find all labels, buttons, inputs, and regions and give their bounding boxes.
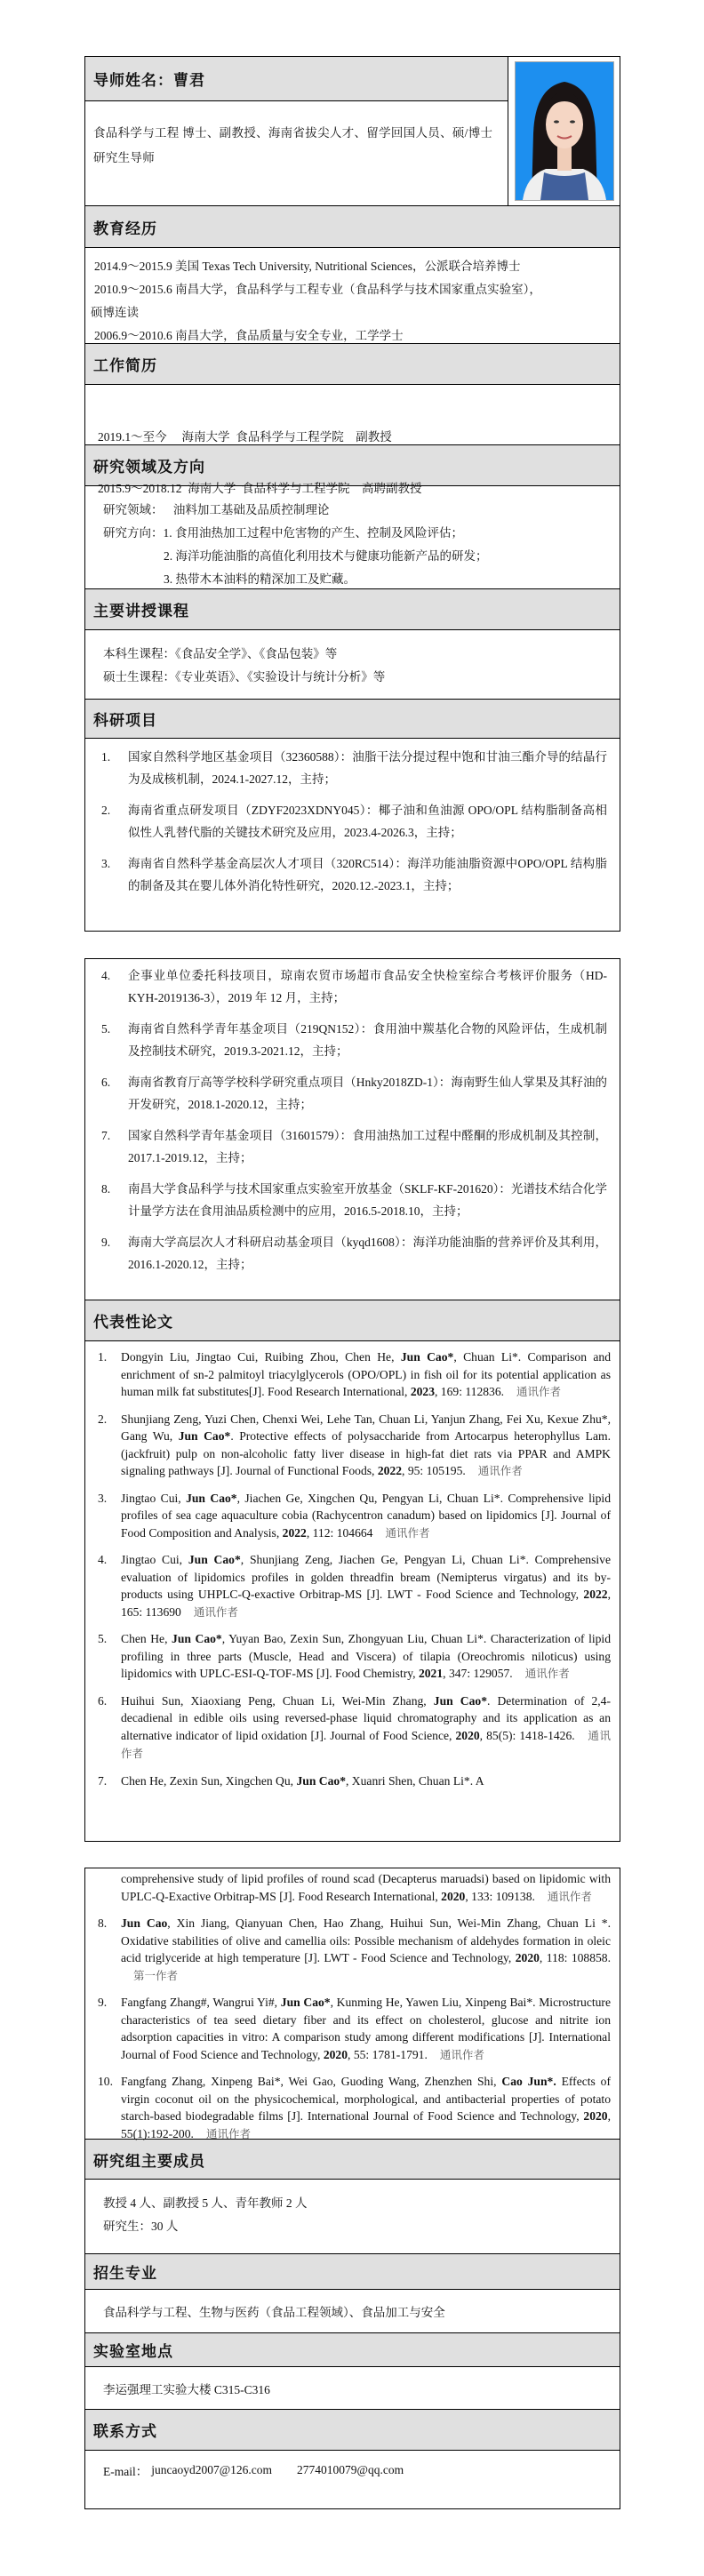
project-text: 国家自然科学地区基金项目（32360588）：油脂干法分提过程中饱和甘油三酯介导的结晶行为及成核机制，2024.1-2027.12，主持； bbox=[128, 750, 607, 786]
paper-bold: Cao Jun*. bbox=[501, 2075, 556, 2088]
paper-post: , 133: 109138. bbox=[465, 1889, 535, 1903]
project-text: 国家自然科学青年基金项目（31601579）：食用油热加工过程中醛酮的形成机制及其控制，2017.1-2019.12，主持； bbox=[128, 1129, 607, 1164]
paper-bold: Jun Cao* bbox=[188, 1553, 241, 1566]
paper-item bbox=[94, 1692, 611, 1764]
section-contact-body bbox=[85, 2451, 620, 2490]
section-majors-title: 招生专业 bbox=[85, 2254, 620, 2290]
section-members-body bbox=[85, 2180, 620, 2254]
project-item bbox=[96, 964, 609, 1009]
paper-post: , 347: 129057. bbox=[443, 1667, 513, 1680]
projects-list-part-1 bbox=[85, 739, 620, 911]
paper-year: 2023 bbox=[410, 1385, 435, 1398]
paper-post: , 165: 113690 bbox=[121, 1588, 611, 1619]
paper-post: , 55(1):192-200. bbox=[121, 2109, 611, 2140]
email-link-126[interactable]: juncaoyd2007@126.com bbox=[151, 2463, 273, 2476]
paper-citation bbox=[121, 1348, 611, 1402]
paper-mid: , Chuan Li*. Comparison and enrichment of sn-2 palmitoyl triacylglycerols (OPO/OPL) in fish oil for its potential application as human milk fat substitutes[J]. Food Research International, bbox=[121, 1350, 611, 1398]
author-role-label: 通讯作者 bbox=[205, 2127, 251, 2140]
members-line: 教授 4 人、副教授 5 人、青年教师 2 人 bbox=[103, 2196, 308, 2210]
paper-mid: . Determination of 2,4-decadienal in edible oils using reversed-phase liquid chromatography and its application as an alternative indicator of lipid oxidation [J]. Journal of Food Science, bbox=[121, 1693, 612, 1742]
paper-year: 2022 bbox=[583, 1588, 608, 1601]
paper-item bbox=[94, 1551, 611, 1621]
paper-mid: Effects of virgin coconut oil on the physicochemical, morphological, and antibacterial properties of potato starch-based biodegradable films [J]. International Journal of Food Science and Technology, bbox=[121, 2075, 612, 2123]
paper-pre: Jingtao Cui, bbox=[121, 1491, 187, 1505]
project-number: 2. bbox=[101, 804, 111, 817]
portrait-photo bbox=[515, 61, 614, 201]
project-text: 海南省自然科学青年基金项目（219QN152）：食用油中羰基化合物的风险评估，生成机制及控制技术研究，2019.3-2021.12，主持； bbox=[128, 1022, 607, 1058]
paper-post: , 118: 108858. bbox=[539, 1951, 611, 1964]
education-line: 2014.9～2015.9 美国 Texas Tech University, Nutritional Sciences，公派联合培养博士 bbox=[94, 260, 521, 273]
paper-number: 10. bbox=[98, 2075, 113, 2088]
paper-year: 2021 bbox=[418, 1667, 444, 1680]
course-line: 硕士生课程：《专业英语》、《实验设计与统计分析》等 bbox=[103, 670, 386, 684]
project-text: 海南省教育厅高等学校科学研究重点项目（Hnky2018ZD-1）：海南野生仙人掌果及其籽油的开发研究，2018.1-2020.12，主持； bbox=[128, 1076, 607, 1111]
research-field-row bbox=[103, 499, 602, 522]
paper-post: , 169: 112836. bbox=[435, 1385, 505, 1398]
paper-number: 2. bbox=[98, 1412, 108, 1426]
section-research-title: 研究领域及方向 bbox=[85, 445, 620, 486]
author-role-label: 通讯作者 bbox=[385, 1526, 430, 1540]
research-direction-row bbox=[103, 522, 602, 545]
paper-citation bbox=[121, 1870, 611, 1906]
paper-item bbox=[94, 2073, 611, 2143]
projects-list-part-2 bbox=[85, 959, 620, 1300]
project-number: 4. bbox=[101, 969, 111, 982]
paper-number: 7. bbox=[98, 1773, 108, 1788]
project-text: 海南省自然科学基金高层次人才项目（320RC514）：海洋功能油脂资源中OPO/OPL 结构脂的制备及其在婴儿体外消化特性研究，2020.12.-2023.1，主持； bbox=[128, 857, 607, 892]
paper-number: 4. bbox=[98, 1553, 108, 1566]
project-item bbox=[96, 1231, 609, 1276]
education-line: 硕博连读 bbox=[91, 306, 139, 319]
author-role-label: 通讯作者 bbox=[516, 1386, 562, 1398]
section-courses-title: 主要讲授课程 bbox=[85, 589, 620, 630]
research-direction-label: 研究方向： bbox=[103, 526, 164, 540]
paper-bold: Jun Cao* bbox=[400, 1350, 454, 1364]
photo-cell bbox=[508, 57, 620, 205]
project-text: 海南省重点研发项目（ZDYF2023XDNY045）：椰子油和鱼油源 OPO/OPL 结构脂制备高相似性人乳替代脂的关键技术研究及应用，2023.4-2026.3，主持； bbox=[128, 804, 607, 839]
paper-year: 2020 bbox=[455, 1728, 480, 1742]
education-line: 2006.9～2010.6 南昌大学，食品质量与安全专业，工学学士 bbox=[94, 329, 404, 342]
research-field-value: 油料加工基础及品质控制理论 bbox=[172, 503, 330, 516]
paper-item bbox=[94, 1490, 611, 1543]
paper-number: 6. bbox=[98, 1693, 108, 1708]
paper-pre: Dongyin Liu, Jingtao Cui, Ruibing Zhou, Chen He, bbox=[121, 1350, 401, 1364]
author-role-label: 通讯作者 bbox=[524, 1668, 570, 1680]
paper-mid: , Yuyan Bao, Zexin Sun, Zhongyuan Liu, Chuan Li*. Characterization of lipid profiling in three parts (Muscle, Head and Viscera) of tilapia (Oreochromis niloticus) using lipidomics with UPLC-ESI-Q-TOF-MS [J]. Food Chemistry, bbox=[121, 1632, 611, 1680]
project-item bbox=[96, 1071, 609, 1116]
project-item bbox=[96, 799, 609, 844]
section-education-body bbox=[85, 248, 620, 344]
paper-bold: Jun Cao* bbox=[433, 1693, 487, 1708]
paper-year: 2022 bbox=[282, 1525, 307, 1540]
header-left bbox=[85, 57, 508, 205]
members-line: 研究生：30 人 bbox=[103, 2220, 179, 2233]
paper-item bbox=[94, 1915, 611, 1985]
papers-list-part-2 bbox=[85, 1868, 620, 2140]
paper-citation bbox=[121, 1551, 611, 1621]
education-line: 2010.9～2015.6 南昌大学，食品科学与工程专业（食品科学与技术国家重点实验室）， bbox=[94, 283, 541, 296]
section-lab-title: 实验室地点 bbox=[85, 2333, 620, 2367]
paper-pre: comprehensive study of lipid profiles of round scad (Decapterus maruadsi) based on lipidomic with UPLC-Q-Exactive Orbitrap-MS [J]. Food Research International, bbox=[121, 1872, 611, 1903]
paper-pre: Fangfang Zhang#, Wangrui Yi#, bbox=[121, 1996, 281, 2009]
research-direction-item: 1. 食用油热加工过程中危害物的产生、控制及风险评估； bbox=[163, 526, 463, 540]
paper-item bbox=[94, 1630, 611, 1684]
paper-pre: Shunjiang Zeng, Yuzi Chen, Chenxi Wei, Lehe Tan, Chuan Li, Yanjun Zhang, Fei Xu, Kexue Zhu*, Gang Wu, bbox=[121, 1412, 611, 1443]
course-line: 本科生课程：《食品安全学》、《食品包装》等 bbox=[103, 647, 338, 660]
majors-text: 食品科学与工程、生物与医药（食品工程领域）、食品加工与安全 bbox=[103, 2306, 445, 2319]
paper-item bbox=[94, 1994, 611, 2064]
section-education-title: 教育经历 bbox=[85, 206, 620, 248]
portrait-illustration bbox=[516, 62, 613, 200]
paper-citation bbox=[121, 1490, 611, 1543]
paper-mid: . Protective effects of polysaccharide from Artocarpus heterophyllus Lam. (jackfruit) pulp on non-alcoholic fatty liver disease in high-fat diet rats via PPAR and AMPK signaling pathways [J]. Journal of Functional Foods, bbox=[121, 1429, 611, 1477]
project-item bbox=[96, 1124, 609, 1169]
paper-year: 2022 bbox=[377, 1464, 403, 1477]
project-number: 7. bbox=[101, 1129, 111, 1142]
author-role-label: 通讯作者 bbox=[477, 1465, 523, 1477]
paper-post: , 55: 1781-1791. bbox=[348, 2047, 428, 2061]
paper-mid: , Xuanri Shen, Chuan Li*. A bbox=[346, 1773, 484, 1788]
papers-list-part-1 bbox=[85, 1341, 620, 1793]
paper-pre: Fangfang Zhang, Xinpeng Bai*, Wei Gao, Guoding Wang, Zhenzhen Shi, bbox=[121, 2075, 502, 2088]
paper-bold: Jun Cao bbox=[121, 1916, 168, 1930]
paper-item bbox=[94, 1772, 611, 1790]
supervisor-intro: 食品科学与工程 博士、副教授、海南省拔尖人才、留学回国人员、硕/博士研究生导师 bbox=[93, 126, 493, 164]
paper-citation bbox=[121, 1915, 611, 1985]
header-row bbox=[85, 57, 620, 206]
paper-mid: , Shunjiang Zeng, Jiachen Ge, Pengyan Li, Chuan Li*. Comprehensive evaluation of lipidomics profiles in golden threadfin bream (Nemipterus virgatus) and its by-products using UHPLC-Q-exactive Orbitrap-MS [J]. LWT - Food Science and Technology, bbox=[121, 1553, 611, 1601]
project-item bbox=[96, 1178, 609, 1222]
project-item bbox=[96, 746, 609, 790]
work-line: 2015.9～2018.12 海南大学 食品科学与工程学院 高聘副教授 bbox=[98, 482, 422, 495]
supervisor-name: 导师姓名：曹君 bbox=[85, 57, 508, 101]
paper-citation bbox=[121, 1692, 611, 1764]
profile-box-1 bbox=[84, 56, 620, 932]
section-projects-title: 科研项目 bbox=[85, 700, 620, 739]
paper-pre: Huihui Sun, Xiaoxiang Peng, Chuan Li, Wei-Min Zhang, bbox=[121, 1693, 434, 1708]
paper-number: 1. bbox=[98, 1350, 108, 1364]
paper-bold: Jun Cao* bbox=[186, 1491, 237, 1505]
section-contact-title: 联系方式 bbox=[85, 2410, 620, 2451]
project-number: 6. bbox=[101, 1076, 111, 1089]
section-research-body bbox=[85, 486, 620, 589]
section-work-title: 工作简历 bbox=[85, 344, 620, 385]
section-courses-body bbox=[85, 630, 620, 700]
paper-bold: Jun Cao* bbox=[178, 1429, 231, 1443]
project-number: 5. bbox=[101, 1022, 111, 1036]
author-role-label: 通讯作者 bbox=[121, 1729, 611, 1760]
project-number: 9. bbox=[101, 1236, 111, 1249]
paper-citation bbox=[121, 1994, 611, 2064]
project-item bbox=[96, 852, 609, 897]
paper-bold: Jun Cao* bbox=[172, 1632, 222, 1645]
author-role-label: 第一作者 bbox=[133, 1969, 179, 1982]
paper-citation bbox=[121, 1772, 611, 1790]
paper-item bbox=[94, 1411, 611, 1481]
paper-post: , 112: 104664 bbox=[306, 1525, 373, 1540]
paper-citation bbox=[121, 1630, 611, 1684]
paper-year: 2020 bbox=[583, 2109, 608, 2123]
section-papers-title: 代表性论文 bbox=[85, 1300, 620, 1341]
paper-year: 2020 bbox=[441, 1889, 466, 1903]
paper-mid: , Xin Jiang, Qianyuan Chen, Hao Zhang, Huihui Sun, Wei-Min Zhang, Chuan Li *. Oxidative stabilities of olive and camellia oils: Possible mechanism of aldehydes formation in oleic acid triglyceride at high temperature [J]. LWT - Food Science and Technology, bbox=[121, 1916, 611, 1964]
project-text: 南昌大学食品科学与技术国家重点实验室开放基金（SKLF-KF-201620）：光谱技术结合化学计量学方法在食用油品质检测中的应用，2016.5-2018.10，主持； bbox=[128, 1182, 607, 1218]
paper-item bbox=[94, 1348, 611, 1402]
paper-bold: Jun Cao* bbox=[296, 1773, 346, 1788]
paper-year: 2020 bbox=[323, 2047, 348, 2061]
project-number: 8. bbox=[101, 1182, 111, 1196]
email-link-qq[interactable]: 2774010079@qq.com bbox=[297, 2463, 404, 2476]
paper-number bbox=[94, 1870, 121, 1906]
research-field-label: 研究领域： bbox=[103, 503, 164, 516]
section-members-title: 研究组主要成员 bbox=[85, 2140, 620, 2180]
paper-mid: , Kunming He, Yawen Liu, Xinpeng Bai*. Microstructure characteristics of tea seed dietary fiber and its effect on cholesterol, glucose and nitrite ion adsorption capacities in vitro: A comparison study among different modifications [J]. International Journal of Food Science and Technology, bbox=[121, 1996, 611, 2061]
project-item bbox=[96, 1018, 609, 1062]
lab-location: 李运强理工实验大楼 C315-C316 bbox=[103, 2382, 270, 2396]
paper-item bbox=[94, 1870, 611, 1906]
research-direction-item: 3. 热带木本油料的精深加工及贮藏。 bbox=[164, 572, 356, 586]
paper-pre: Chen He, bbox=[121, 1632, 172, 1645]
paper-mid: , Jiachen Ge, Xingchen Qu, Pengyan Li, Chuan Li*. Comprehensive lipid profiles of sea cage aquaculture cobia (Rachycentron canadum) based on lipidomics [J]. Journal of Food Composition and Analysis, bbox=[121, 1491, 611, 1540]
project-number: 1. bbox=[101, 750, 111, 764]
section-lab-body bbox=[85, 2367, 620, 2410]
email-label: E-mail： bbox=[103, 2465, 148, 2478]
paper-number: 5. bbox=[98, 1632, 108, 1645]
paper-number: 8. bbox=[98, 1916, 108, 1930]
author-role-label: 通讯作者 bbox=[547, 1890, 592, 1903]
paper-bold: Jun Cao* bbox=[280, 1996, 331, 2009]
project-text: 企事业单位委托科技项目，琼南农贸市场超市食品安全快检室综合考核评价服务（HD-KYH-2019136-3），2019 年 12 月，主持； bbox=[128, 969, 607, 1004]
paper-post: , 85(5): 1418-1426. bbox=[479, 1728, 575, 1742]
project-number: 3. bbox=[101, 857, 111, 870]
paper-number: 3. bbox=[98, 1491, 108, 1505]
profile-box-2 bbox=[84, 958, 620, 1842]
paper-pre: Jingtao Cui, bbox=[121, 1553, 188, 1566]
author-role-label: 通讯作者 bbox=[439, 2048, 484, 2061]
paper-year: 2020 bbox=[515, 1951, 540, 1964]
project-text: 海南大学高层次人才科研启动基金项目（kyqd1608）：海洋功能油脂的营养评价及其利用，2016.1-2020.12，主持； bbox=[128, 1236, 607, 1271]
paper-citation bbox=[121, 1411, 611, 1481]
paper-citation bbox=[121, 2073, 611, 2143]
profile-box-3 bbox=[84, 1868, 620, 2509]
paper-post: , 95: 105195. bbox=[402, 1464, 466, 1477]
paper-pre: Chen He, Zexin Sun, Xingchen Qu, bbox=[121, 1773, 297, 1788]
work-line: 2019.1～至今 海南大学 食品科学与工程学院 副教授 bbox=[98, 430, 392, 444]
section-majors-body bbox=[85, 2290, 620, 2333]
author-role-label: 通讯作者 bbox=[193, 1605, 238, 1619]
research-direction-item: 2. 海洋功能油脂的高值化利用技术与健康功能新产品的研发； bbox=[164, 549, 488, 563]
paper-number: 9. bbox=[98, 1996, 108, 2009]
